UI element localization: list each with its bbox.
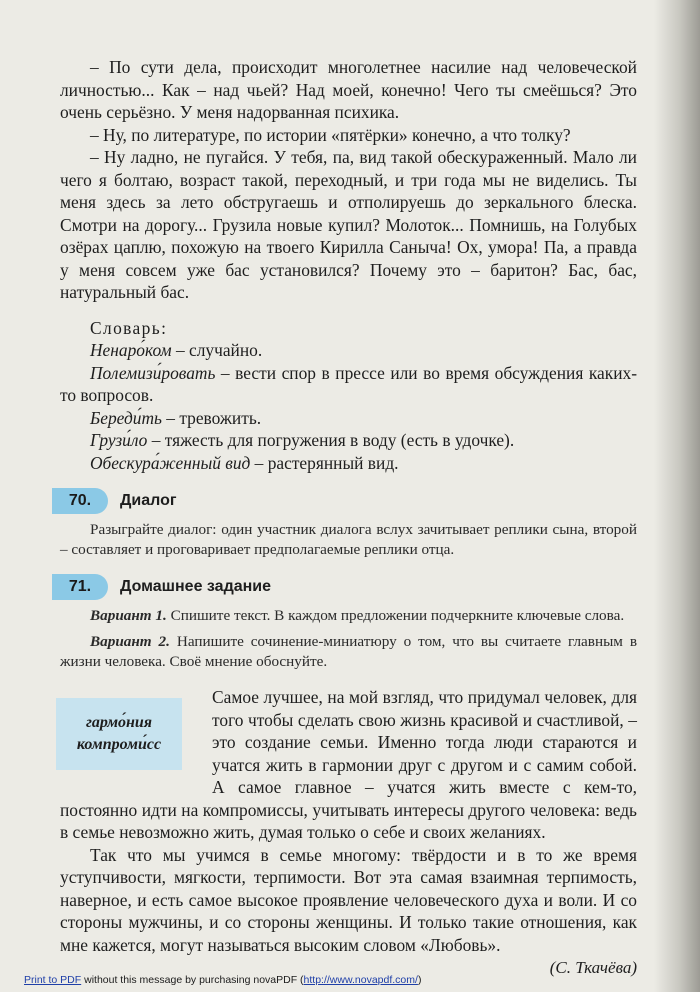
dictionary-definition: – тревожить. [161, 407, 262, 428]
dictionary-definition: – растерянный вид. [250, 452, 399, 473]
dialogue-block [60, 56, 637, 304]
dictionary-term: Грузи́ло [90, 430, 148, 450]
dictionary-entry [60, 429, 637, 452]
dictionary-entry [60, 452, 637, 475]
page-edge-shadow [654, 0, 700, 992]
exercise-title: Диалог [120, 492, 177, 509]
dialogue-line: – По сути дела, происходит многолетнее насилие над человеческой личностью... Как – над чьей? Над моей, конечно! Чего ты смеёшься? Это очень серьёзно. У меня надорванная психика. [60, 57, 637, 122]
essay-paragraph: Самое лучшее, на мой взгляд, что придумал человек, для того чтобы сделать свою жизнь красивой и счастливой, – это создание семьи. Именно тогда люди стараются и учатся жить в гармонии друг с другом и с самим собой. А самое главное – учатся жить вместе с кем-то, постоянно идти на компромиссы, учитывать интересы другого человека: ведь в семье невозможно жить, думая только о себе и своих желаниях. [60, 687, 637, 842]
exercise-71 [60, 574, 637, 672]
dictionary-term: Обескура́женный вид [90, 452, 251, 473]
variant-label: Вариант 2. [90, 633, 170, 650]
essay-paragraph: Так что мы учимся в семье многому: твёрдости и в то же время уступчивости, мягкости, терпимости. Вот эта самая взаимная терпимость, наверное, и есть самое высокое проявление человеческого духа и воли. И со стороны мужчины, и со стороны женщины. И только такие отношения, как мне кажется, могут называться высоким словом «Любовь». [60, 844, 637, 955]
exercise-header [60, 574, 637, 600]
variant-2 [60, 632, 637, 672]
essay [60, 686, 637, 978]
dictionary [60, 317, 637, 475]
variant-text: Напишите сочинение-миниатюру о том, что вы считаете главным в жизни человека. Своё мнение обоснуйте. [60, 633, 638, 670]
dictionary-title: Словарь: [90, 317, 168, 338]
exercise-text: Разыграйте диалог: один участник диалога вслух зачитывает реплики сына, второй – составляет и проговаривает предполагаемые реплики отца. [60, 521, 637, 558]
watermark-footer [24, 974, 421, 986]
exercise-header [60, 488, 637, 514]
dialogue-line: – Ну ладно, не пугайся. У тебя, па, вид такой обескураженный. Мало ли чего я болтаю, возраст такой, переходный, и три года мы не виделись. Ты меня здесь за лето обстругаешь и отполируешь до зеркального блеска. Смотри на дорогу... Грузила новые купил? Молоток... Помнишь, на Голубых озёрах цаплю, похожую на твоего Кирилла Саныча! Ох, умора! Па, а правда у меня совсем уже бас установился? Почему это – баритон? Бас, бас, натуральный бас. [60, 147, 637, 302]
print-to-pdf-link[interactable]: Print to PDF [24, 974, 82, 986]
variant-text: Спишите текст. В каждом предложении подчеркните ключевые слова. [166, 607, 625, 624]
dictionary-entry [60, 362, 637, 407]
dialogue-line: – Ну, по литературе, по истории «пятёрки» конечно, а что толку? [90, 124, 571, 145]
footer-text: without this message by purchasing novaPDF ( [81, 974, 304, 986]
keyword: компроми́сс [76, 736, 162, 753]
footer-end: ) [417, 974, 422, 986]
dictionary-entry [60, 407, 637, 430]
keyword: гармо́ния [85, 714, 153, 731]
variant-label: Вариант 1. [90, 607, 167, 624]
dictionary-entry [60, 339, 637, 362]
dictionary-definition: – вести спор в прессе или во время обсуждения каких-то вопросов. [60, 362, 637, 405]
novapdf-link[interactable]: http://www.novapdf.com/ [303, 974, 418, 986]
dictionary-definition: – тяжесть для погружения в воду (есть в удочке). [147, 430, 515, 450]
page-content [60, 56, 637, 978]
dictionary-term: Полемизи́ровать [90, 362, 216, 383]
exercise-title: Домашнее задание [120, 578, 272, 595]
variant-1 [60, 606, 637, 626]
dictionary-definition: – случайно. [171, 340, 263, 360]
essay-author: (С. Ткачёва) [549, 958, 637, 977]
exercise-70 [60, 488, 637, 560]
keywords-box [56, 698, 182, 770]
exercise-number-badge: 70. [52, 488, 108, 514]
exercise-number-badge: 71. [52, 574, 108, 600]
dictionary-term: Ненаро́ком [90, 340, 172, 360]
dictionary-term: Береди́ть [90, 407, 162, 428]
